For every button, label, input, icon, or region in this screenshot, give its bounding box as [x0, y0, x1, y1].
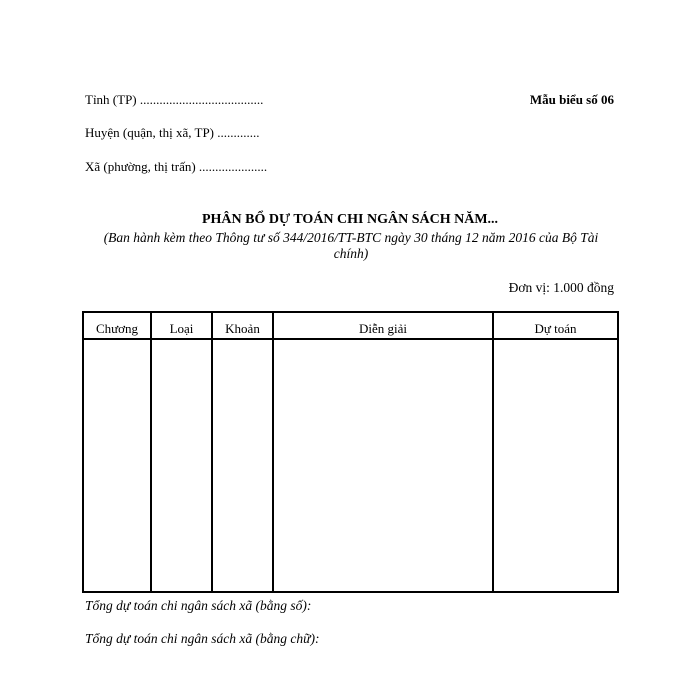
document-subtitle: (Ban hành kèm theo Thông tư số 344/2016/TT-BTC ngày 30 tháng 12 năm 2016 của Bộ Tài chính) [103, 230, 599, 261]
district-line: Huyện (quận, thị xã, TP) ............. [85, 125, 260, 140]
total-in-numbers: Tổng dự toán chi ngân sách xã (bằng số): [85, 598, 312, 613]
budget-table [82, 311, 619, 593]
document-title: PHÂN BỔ DỰ TOÁN CHI NGÂN SÁCH NĂM... [201, 212, 499, 227]
table-cell-description [273, 339, 493, 592]
table-cell-type [151, 339, 212, 592]
total-in-words: Tổng dự toán chi ngân sách xã (bằng chữ): [85, 631, 320, 646]
column-header-estimate: Dự toán [493, 312, 618, 339]
column-header-item: Khoản [212, 312, 273, 339]
column-header-type: Loại [151, 312, 212, 339]
table-row [83, 339, 618, 592]
commune-line: Xã (phường, thị trấn) ..................... [85, 159, 268, 174]
table-cell-chapter [83, 339, 151, 592]
table-header-row [83, 312, 618, 339]
form-number: Mẫu biểu số 06 [529, 92, 614, 107]
currency-unit: Đơn vị: 1.000 đồng [508, 280, 614, 295]
column-header-description: Diễn giải [273, 312, 493, 339]
column-header-chapter: Chương [83, 312, 151, 339]
province-line: Tỉnh (TP) ...................................... [85, 92, 264, 107]
table-cell-item [212, 339, 273, 592]
table-cell-estimate [493, 339, 618, 592]
